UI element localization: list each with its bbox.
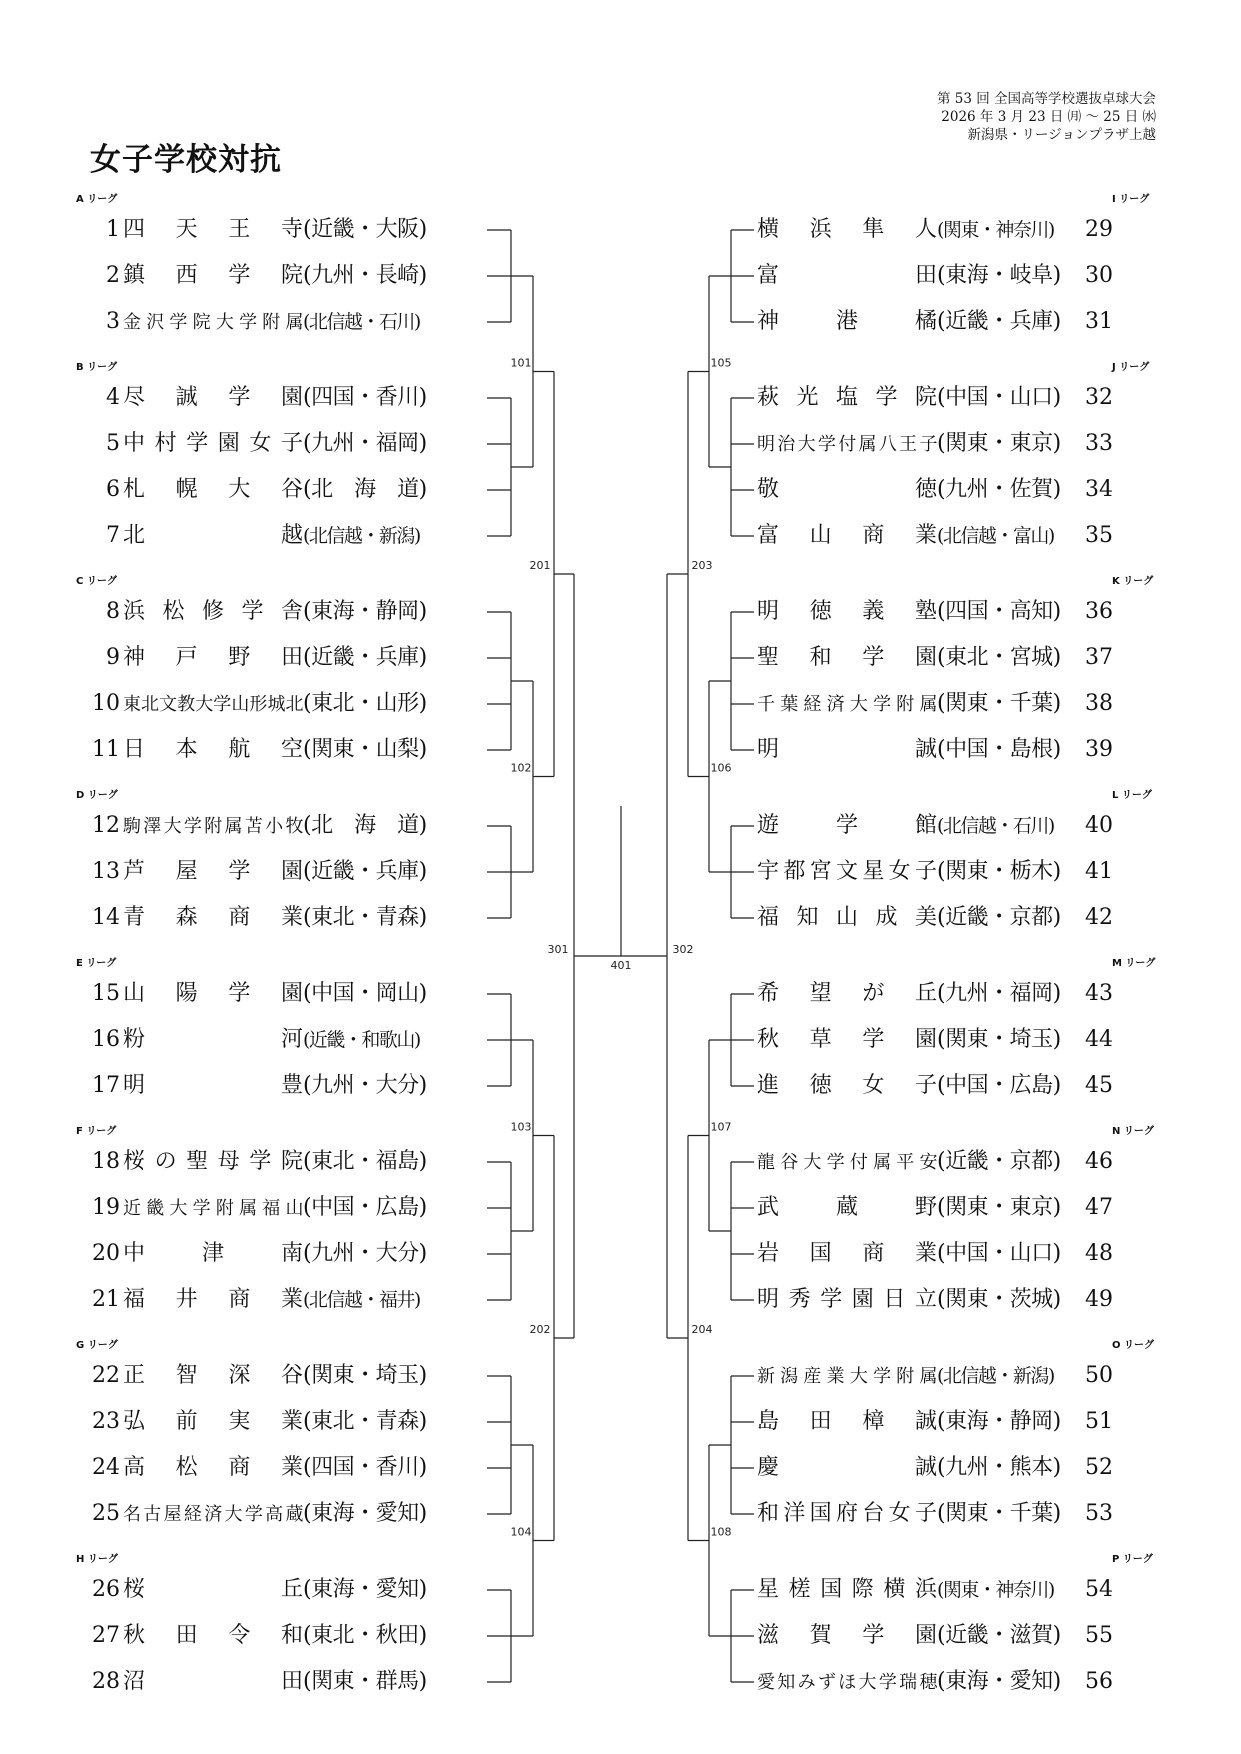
league-label: K リーグ [1112, 576, 1154, 587]
team-school: 日本航空 [123, 737, 303, 762]
team-seed: 31 [1085, 309, 1113, 334]
team-region: (東北・青森) [303, 1409, 427, 1434]
team-region: (関東・東京) [937, 431, 1061, 456]
team-school: 中村学園女子 [123, 431, 303, 456]
match-number-105: 105 [710, 356, 732, 370]
team-seed: 43 [1085, 981, 1113, 1006]
team-region: (九州・大分) [303, 1073, 427, 1098]
tournament-dates: 2026 年 3 月 23 日 ㈪ 〜 25 日 ㈬ [941, 109, 1156, 125]
team-school: 北越 [123, 523, 303, 548]
team-seed: 33 [1085, 431, 1113, 456]
team-seed: 30 [1085, 263, 1113, 288]
team-seed: 53 [1085, 1501, 1113, 1526]
team-seed: 9 [106, 645, 120, 670]
league-label: F リーグ [76, 1126, 117, 1137]
team-region: (関東・茨城) [937, 1287, 1061, 1312]
team-seed: 25 [92, 1501, 120, 1526]
team-seed: 19 [92, 1195, 120, 1220]
team-school: 四天王寺 [123, 217, 303, 242]
tournament-name: 第 53 回 全国高等学校選抜卓球大会 [936, 91, 1156, 107]
team-region: (東北・福島) [303, 1149, 427, 1174]
team-seed: 13 [92, 859, 120, 884]
team-seed: 32 [1085, 385, 1113, 410]
team-school: 近畿大学附属福山 [123, 1198, 303, 1219]
league-label: L リーグ [1112, 790, 1152, 801]
team-seed: 6 [106, 477, 120, 502]
team-region: (関東・東京) [937, 1195, 1061, 1220]
team-school: 明秀学園日立 [757, 1287, 937, 1312]
team-school: 聖和学園 [757, 645, 937, 670]
team-region: (近畿・兵庫) [303, 645, 427, 670]
team-seed: 49 [1085, 1287, 1113, 1312]
team-region: (東海・愛知) [303, 1501, 427, 1526]
team-seed: 11 [92, 737, 120, 762]
team-school: 浜松修学舎 [123, 599, 303, 624]
team-seed: 44 [1085, 1027, 1113, 1052]
team-region: (九州・長崎) [303, 263, 427, 288]
team-school: 富田 [757, 263, 937, 288]
team-seed: 41 [1085, 859, 1113, 884]
team-seed: 51 [1085, 1409, 1113, 1434]
team-seed: 17 [92, 1073, 120, 1098]
team-seed: 12 [92, 813, 120, 838]
team-region: (北 海 道) [303, 477, 427, 502]
team-seed: 54 [1085, 1577, 1113, 1602]
match-number-106: 106 [710, 761, 732, 775]
team-region: (東北・青森) [303, 905, 427, 930]
team-region: (近畿・京都) [937, 905, 1061, 930]
match-number-401: 401 [610, 959, 632, 972]
team-region: (近畿・大阪) [303, 217, 427, 242]
team-school: 秋田令和 [123, 1623, 303, 1648]
team-seed: 28 [92, 1669, 120, 1694]
team-region: (関東・神奈川) [937, 1579, 1054, 1601]
team-school: 秋草学園 [757, 1027, 937, 1052]
match-number-102: 102 [510, 761, 532, 775]
team-seed: 7 [106, 523, 120, 548]
team-region: (北信越・富山) [937, 525, 1054, 547]
team-region: (九州・熊本) [937, 1455, 1061, 1480]
team-region: (関東・千葉) [937, 1501, 1061, 1526]
team-school: 和洋国府台女子 [757, 1501, 937, 1526]
match-number-204: 204 [691, 1323, 713, 1336]
team-school: 宇都宮文星女子 [757, 859, 937, 884]
team-school: 桜の聖母学院 [123, 1149, 303, 1174]
team-region: (北信越・石川) [303, 311, 420, 333]
team-seed: 5 [106, 431, 120, 456]
team-school: 島田樟誠 [757, 1409, 937, 1434]
team-school: 粉河 [123, 1027, 303, 1052]
team-school: 新潟産業大学附属 [757, 1366, 937, 1387]
team-region: (九州・福岡) [937, 981, 1061, 1006]
team-region: (近畿・京都) [937, 1149, 1061, 1174]
league-label: I リーグ [1112, 194, 1150, 205]
team-seed: 52 [1085, 1455, 1113, 1480]
team-seed: 48 [1085, 1241, 1113, 1266]
team-region: (東海・岐阜) [937, 263, 1061, 288]
league-label: P リーグ [1112, 1554, 1153, 1565]
team-school: 明誠 [757, 737, 937, 762]
team-region: (近畿・兵庫) [937, 309, 1061, 334]
league-label: G リーグ [76, 1340, 118, 1351]
team-seed: 27 [92, 1623, 120, 1648]
team-school: 尽誠学園 [123, 385, 303, 410]
match-number-101: 101 [510, 356, 532, 370]
team-seed: 45 [1085, 1073, 1113, 1098]
team-seed: 55 [1085, 1623, 1113, 1648]
team-region: (関東・神奈川) [937, 219, 1054, 241]
tournament-venue: 新潟県・リージョンプラザ上越 [967, 127, 1156, 143]
team-school: 山陽学園 [123, 981, 303, 1006]
team-region: (北信越・新潟) [937, 1365, 1054, 1387]
team-school: 滋賀学園 [757, 1623, 937, 1648]
team-region: (東海・愛知) [303, 1577, 427, 1602]
team-seed: 24 [92, 1455, 120, 1480]
team-seed: 15 [92, 981, 120, 1006]
team-region: (四国・香川) [303, 1455, 427, 1480]
team-school: 明徳義塾 [757, 599, 937, 624]
team-region: (北信越・石川) [937, 815, 1054, 837]
team-seed: 3 [106, 309, 120, 334]
team-school: 神戸野田 [123, 645, 303, 670]
team-seed: 38 [1085, 691, 1113, 716]
team-school: 岩国商業 [757, 1241, 937, 1266]
match-number-107: 107 [710, 1120, 732, 1134]
match-number-203: 203 [691, 559, 713, 572]
team-region: (近畿・滋賀) [937, 1623, 1061, 1648]
league-label: A リーグ [76, 194, 118, 205]
team-region: (東北・秋田) [303, 1623, 427, 1648]
team-school: 鎮西学院 [123, 263, 303, 288]
team-school: 中津南 [123, 1241, 303, 1266]
team-region: (九州・福岡) [303, 431, 427, 456]
team-school: 遊学館 [757, 813, 937, 838]
team-seed: 56 [1085, 1669, 1113, 1694]
team-school: 金沢学院大学附属 [123, 312, 303, 333]
team-region: (関東・群馬) [303, 1669, 427, 1694]
team-seed: 40 [1085, 813, 1113, 838]
team-school: 桜丘 [123, 1577, 303, 1602]
team-school: 横浜隼人 [757, 217, 937, 242]
league-label: C リーグ [76, 576, 117, 587]
team-region: (九州・佐賀) [937, 477, 1061, 502]
team-school: 芦屋学園 [123, 859, 303, 884]
team-region: (北 海 道) [303, 813, 427, 838]
team-school: 龍谷大学付属平安 [757, 1152, 937, 1173]
team-region: (関東・千葉) [937, 691, 1061, 716]
league-label: N リーグ [1112, 1126, 1154, 1137]
team-region: (東海・静岡) [303, 599, 427, 624]
team-seed: 8 [106, 599, 120, 624]
team-school: 敬徳 [757, 477, 937, 502]
team-school: 青森商業 [123, 905, 303, 930]
match-number-104: 104 [510, 1525, 532, 1539]
team-seed: 29 [1085, 217, 1113, 242]
team-region: (中国・山口) [937, 1241, 1061, 1266]
league-label: D リーグ [76, 790, 118, 801]
team-region: (関東・埼玉) [937, 1027, 1061, 1052]
team-seed: 47 [1085, 1195, 1113, 1220]
team-seed: 21 [92, 1287, 120, 1312]
team-region: (中国・島根) [937, 737, 1061, 762]
team-seed: 14 [92, 905, 120, 930]
team-school: 明豊 [123, 1073, 303, 1098]
team-school: 武蔵野 [757, 1195, 937, 1220]
team-region: (東北・宮城) [937, 645, 1061, 670]
team-seed: 46 [1085, 1149, 1113, 1174]
team-seed: 1 [106, 217, 120, 242]
team-region: (四国・香川) [303, 385, 427, 410]
team-seed: 26 [92, 1577, 120, 1602]
match-number-108: 108 [710, 1525, 732, 1539]
league-label: O リーグ [1112, 1340, 1154, 1351]
match-number-301: 301 [547, 943, 569, 956]
league-label: E リーグ [76, 958, 117, 969]
team-school: 富山商業 [757, 523, 937, 548]
team-region: (北信越・福井) [303, 1289, 420, 1311]
team-region: (九州・大分) [303, 1241, 427, 1266]
league-label: J リーグ [1112, 362, 1150, 373]
team-region: (中国・広島) [303, 1195, 427, 1220]
team-seed: 20 [92, 1241, 120, 1266]
team-region: (近畿・兵庫) [303, 859, 427, 884]
match-number-103: 103 [510, 1120, 532, 1134]
page-title: 女子学校対抗 [90, 142, 282, 178]
league-label: M リーグ [1112, 958, 1156, 969]
team-school: 東北文教大学山形城北 [123, 694, 303, 715]
team-school: 高松商業 [123, 1455, 303, 1480]
team-school: 弘前実業 [123, 1409, 303, 1434]
team-seed: 10 [92, 691, 120, 716]
team-seed: 36 [1085, 599, 1113, 624]
team-seed: 37 [1085, 645, 1113, 670]
team-seed: 22 [92, 1363, 120, 1388]
team-seed: 35 [1085, 523, 1113, 548]
team-school: 正智深谷 [123, 1363, 303, 1388]
team-region: (中国・山口) [937, 385, 1061, 410]
team-region: (東海・愛知) [937, 1669, 1061, 1694]
team-school: 進徳女子 [757, 1073, 937, 1098]
team-region: (四国・高知) [937, 599, 1061, 624]
team-school: 福知山成美 [757, 905, 937, 930]
team-region: (東海・静岡) [937, 1409, 1061, 1434]
team-region: (関東・栃木) [937, 859, 1061, 884]
team-school: 名古屋経済大学高蔵 [123, 1504, 303, 1525]
team-region: (北信越・新潟) [303, 525, 420, 547]
team-school: 沼田 [123, 1669, 303, 1694]
team-region: (関東・山梨) [303, 737, 427, 762]
team-seed: 23 [92, 1409, 120, 1434]
team-seed: 16 [92, 1027, 120, 1052]
team-school: 神港橘 [757, 309, 937, 334]
team-school: 札幌大谷 [123, 477, 303, 502]
team-school: 萩光塩学院 [757, 385, 937, 410]
match-number-302: 302 [672, 943, 694, 956]
team-seed: 18 [92, 1149, 120, 1174]
team-seed: 2 [106, 263, 120, 288]
team-seed: 42 [1085, 905, 1113, 930]
team-region: (中国・岡山) [303, 981, 427, 1006]
match-number-202: 202 [529, 1323, 551, 1336]
team-seed: 39 [1085, 737, 1113, 762]
team-seed: 34 [1085, 477, 1113, 502]
team-school: 愛知みずほ大学瑞穂 [757, 1672, 937, 1693]
team-region: (関東・埼玉) [303, 1363, 427, 1388]
league-label: H リーグ [76, 1554, 118, 1565]
team-school: 希望が丘 [757, 981, 937, 1006]
team-school: 千葉経済大学附属 [757, 694, 937, 715]
team-school: 明治大学付属八王子 [757, 434, 937, 455]
team-school: 福井商業 [123, 1287, 303, 1312]
team-region: (東北・山形) [303, 691, 427, 716]
team-school: 駒澤大学附属苫小牧 [123, 816, 303, 837]
league-label: B リーグ [76, 362, 118, 373]
team-seed: 4 [106, 385, 120, 410]
team-seed: 50 [1085, 1363, 1113, 1388]
match-number-201: 201 [529, 559, 551, 572]
team-region: (中国・広島) [937, 1073, 1061, 1098]
team-region: (近畿・和歌山) [303, 1029, 420, 1051]
team-school: 星槎国際横浜 [757, 1577, 937, 1602]
team-school: 慶誠 [757, 1455, 937, 1480]
